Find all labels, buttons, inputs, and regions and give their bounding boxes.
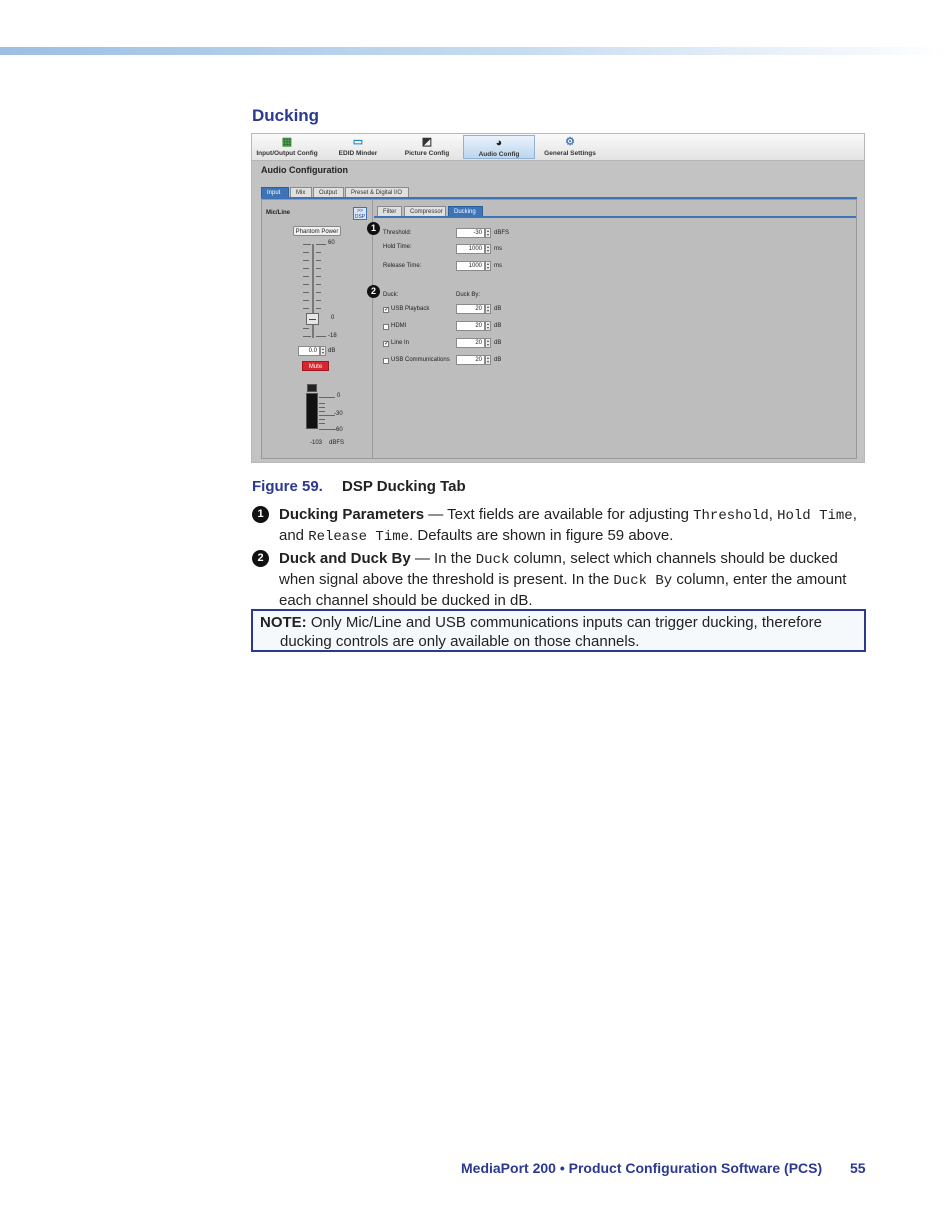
callout-marker-1: 1 xyxy=(252,506,269,523)
meter-tick xyxy=(319,423,325,424)
release-time-stepper[interactable]: ▴ ▾ xyxy=(486,261,489,270)
hdmi-stepper[interactable]: ▴ ▾ xyxy=(486,321,489,330)
item-body: , xyxy=(768,506,778,523)
meter-tick xyxy=(319,419,325,420)
fader-tick xyxy=(316,292,321,293)
usb-playback-stepper[interactable]: ▴ ▾ xyxy=(486,304,489,313)
usb-communications-duck-by-input[interactable]: 20 xyxy=(456,355,485,365)
line-in-duck-by-input[interactable]: 20 xyxy=(456,338,485,348)
dsp-label: DSP xyxy=(354,214,366,220)
dsp-button[interactable] xyxy=(353,207,367,220)
panel-title: Audio Configuration xyxy=(261,165,348,175)
duck-header: Duck: xyxy=(383,292,399,298)
figure-caption xyxy=(252,478,466,495)
header-gradient-bar xyxy=(0,47,950,55)
meter-scale-30: -30 xyxy=(334,411,343,417)
list-item-ducking-parameters xyxy=(252,505,866,547)
threshold-unit: dBFS xyxy=(494,230,510,236)
toolbar-edid-minder[interactable] xyxy=(330,135,386,159)
note-line-2: ducking controls are only available on those channels. xyxy=(280,633,640,650)
hold-time-input[interactable]: 1000 xyxy=(456,244,485,254)
level-meter xyxy=(306,393,318,429)
usb-playback-label: USB Playback xyxy=(391,306,430,312)
fader-tick xyxy=(316,268,321,269)
hold-time-unit: ms xyxy=(494,246,502,252)
item-body: column, select which channels should be ducked when signal above the threshold is present. In the xyxy=(279,550,838,588)
item-body: column, enter the amount each channel should be ducked in dB. xyxy=(279,571,847,609)
tab-ducking[interactable]: Ducking xyxy=(448,206,483,216)
toolbar xyxy=(252,134,864,161)
fader-tick xyxy=(316,252,321,253)
picture-icon: ◩ xyxy=(421,136,433,148)
item-title: Ducking Parameters xyxy=(279,506,425,523)
tab-compressor[interactable]: Compressor xyxy=(404,206,446,216)
tab-input[interactable]: Input xyxy=(261,187,289,197)
fader-tick xyxy=(303,300,309,301)
meter-unit: dBFS xyxy=(329,440,345,446)
hdmi-label: HDMI xyxy=(391,323,407,329)
item-text xyxy=(279,505,866,547)
callout-1: 1 xyxy=(367,222,380,235)
meter-min-value: -103 xyxy=(310,440,323,446)
fader-tick xyxy=(316,276,321,277)
meter-tick xyxy=(319,411,325,412)
line-in-unit: dB xyxy=(494,340,502,346)
line-in-checkbox[interactable]: ✓ xyxy=(384,341,390,347)
fader-tick xyxy=(316,284,321,285)
meter-tick xyxy=(319,403,325,404)
fader-tick xyxy=(316,336,326,337)
toolbar-label: Picture Config xyxy=(404,150,450,157)
hdmi-checkbox[interactable] xyxy=(383,324,389,330)
io-config-icon: ▦ xyxy=(281,136,293,148)
toolbar-label: Audio Config xyxy=(478,151,520,158)
gears-icon: ⚙ xyxy=(565,136,575,148)
note-label: NOTE: xyxy=(260,614,307,631)
code-release-time: Release Time xyxy=(308,529,410,545)
release-time-unit: ms xyxy=(494,263,502,269)
toolbar-label: EDID Minder xyxy=(338,150,378,157)
meter-tick xyxy=(319,415,335,416)
item-body: — In the xyxy=(410,550,476,567)
fader-tick xyxy=(303,252,309,253)
channel-strip xyxy=(262,200,373,458)
usb-playback-unit: dB xyxy=(494,306,502,312)
hdmi-duck-by-input[interactable]: 20 xyxy=(456,321,485,331)
fader-tick xyxy=(303,292,309,293)
fader-scale-top: 60 xyxy=(328,240,335,246)
usb-communications-label: USB Communications xyxy=(391,357,450,363)
figure-title: DSP Ducking Tab xyxy=(342,478,466,495)
gain-fader-handle[interactable] xyxy=(306,313,319,325)
usb-communications-stepper[interactable]: ▴ ▾ xyxy=(486,355,489,364)
code-threshold: Threshold xyxy=(693,508,769,524)
release-time-label: Release Time: xyxy=(383,263,422,269)
section-title: Ducking xyxy=(252,106,320,125)
clip-indicator xyxy=(307,384,317,392)
monitor-icon: ▭ xyxy=(352,136,364,148)
tab-output[interactable]: Output xyxy=(313,187,344,197)
dsp-arrow-icon: >> xyxy=(357,208,363,214)
tab-preset-digital-io[interactable]: Preset & Digital I/O xyxy=(345,187,409,197)
ducking-pane xyxy=(370,218,857,458)
phantom-power-button[interactable]: Phantom Power xyxy=(293,226,341,236)
threshold-label: Threshold: xyxy=(383,230,412,236)
fader-tick xyxy=(303,276,309,277)
code-duck: Duck xyxy=(475,552,510,568)
release-time-input[interactable]: 1000 xyxy=(456,261,485,271)
fader-tick xyxy=(316,300,321,301)
fader-tick xyxy=(316,260,321,261)
input-panel xyxy=(261,199,857,459)
input-label: Mic/Line xyxy=(266,210,291,216)
usb-playback-checkbox[interactable]: ✓ xyxy=(384,307,390,313)
speaker-icon: ◕ xyxy=(495,137,503,149)
gain-input[interactable]: 0.0 xyxy=(298,346,320,356)
item-body: . Defaults are shown in figure 59 above. xyxy=(409,527,674,544)
tab-mix[interactable]: Mix xyxy=(290,187,312,197)
fader-tick xyxy=(316,308,321,309)
fader-tick xyxy=(303,308,309,309)
callout-marker-2: 2 xyxy=(252,550,269,567)
line-in-label: Line In xyxy=(391,340,410,346)
meter-tick xyxy=(319,429,335,430)
footer-title: MediaPort 200 • Product Configuration Software (PCS) xyxy=(461,1160,823,1176)
threshold-stepper[interactable]: ▴ ▾ xyxy=(486,228,489,237)
fader-tick xyxy=(303,260,309,261)
line-in-stepper[interactable]: ▴ ▾ xyxy=(486,338,489,347)
toolbar-picture-config[interactable] xyxy=(400,135,454,159)
hold-time-stepper[interactable]: ▴ ▾ xyxy=(486,244,489,253)
callout-2: 2 xyxy=(367,285,380,298)
toolbar-general-settings[interactable] xyxy=(540,135,600,159)
toolbar-label: General Settings xyxy=(544,150,596,157)
fader-scale-bottom: -18 xyxy=(328,333,337,339)
note-line-1: Only Mic/Line and USB communications inputs can trigger ducking, therefore xyxy=(306,614,822,631)
meter-tick xyxy=(319,407,325,408)
usb-playback-duck-by-input[interactable]: 20 xyxy=(456,304,485,314)
gain-stepper[interactable]: ▴ ▾ xyxy=(321,346,324,355)
duck-by-header: Duck By: xyxy=(456,292,481,298)
fader-tick xyxy=(303,336,311,337)
item-title: Duck and Duck By xyxy=(279,550,411,567)
figure-number: Figure 59. xyxy=(252,478,323,495)
code-duck-by: Duck By xyxy=(613,573,673,589)
fader-tick xyxy=(316,244,326,245)
meter-scale-0: 0 xyxy=(337,393,341,399)
fader-tick xyxy=(303,268,309,269)
fader-tick xyxy=(303,244,311,245)
usb-communications-unit: dB xyxy=(494,357,502,363)
gain-unit: dB xyxy=(328,348,336,354)
fader-scale-mid: 0 xyxy=(331,315,335,321)
hold-time-label: Hold Time: xyxy=(383,244,412,250)
fader-tick xyxy=(303,328,309,329)
fader-tick xyxy=(303,284,309,285)
item-body: , and xyxy=(279,506,857,544)
toolbar-label: Input/Output Config xyxy=(256,150,318,157)
toolbar-audio-config[interactable] xyxy=(463,135,535,159)
meter-tick xyxy=(319,397,335,398)
tab-filter[interactable]: Filter xyxy=(377,206,402,216)
code-hold-time: Hold Time xyxy=(777,508,853,524)
mute-button[interactable]: Mute xyxy=(302,361,329,371)
usb-communications-checkbox[interactable] xyxy=(383,358,389,364)
meter-scale-60: -60 xyxy=(334,427,343,433)
hdmi-unit: dB xyxy=(494,323,502,329)
note-box xyxy=(251,609,866,652)
toolbar-io-config[interactable] xyxy=(254,135,320,159)
list-item-duck-and-duck-by xyxy=(252,549,866,610)
threshold-input[interactable]: -30 xyxy=(456,228,485,238)
audio-config-screenshot xyxy=(251,133,865,463)
item-text xyxy=(279,549,866,610)
item-body: — Text fields are available for adjusting xyxy=(424,506,694,523)
page-number: 55 xyxy=(850,1160,866,1176)
